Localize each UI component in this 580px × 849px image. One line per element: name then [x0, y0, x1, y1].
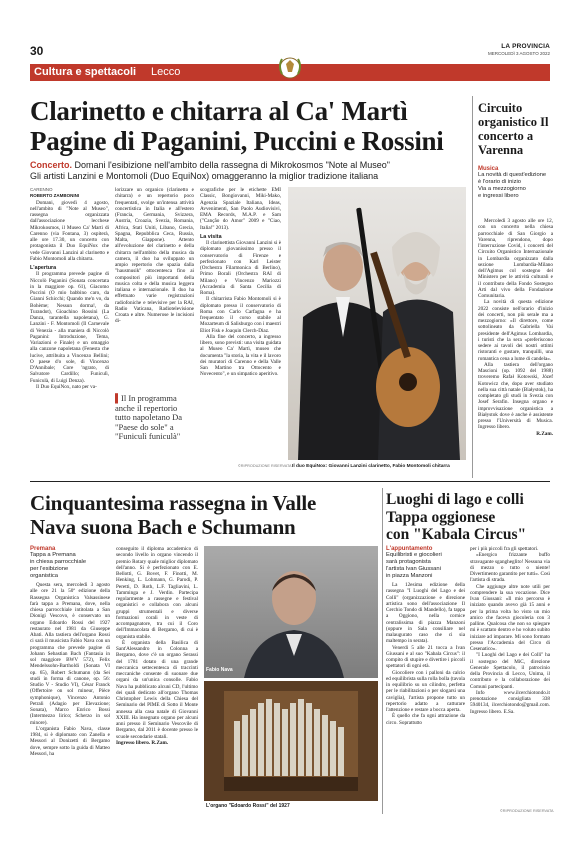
article2-intro-line: in chiesa parrocchiale [30, 559, 87, 565]
main-summary-line1: Domani l'esibizione nell'ambito della rassegna di Mikrokosmos "Note al Museo" [74, 160, 391, 170]
sidebar-paragraph: La novità di questa edizione 2022 consiste nell'orario d'inizio dei concerti, non più serale ma a mezzogiorno: «Il direttore, come sottolineato da Gabriella Vai presidente dell'Agimus Lombardia, i turisti che la sera «preferiscono sedere ai tavoli dei nostri ottimi ristoranti e gustare, tranquilli, una romantica cena a lume di candela». [478, 299, 553, 362]
section-bar [30, 64, 550, 81]
article2-intro-line: organistica [30, 573, 59, 579]
main-paragraph: lorizzare un organico (clarinetto e chitarra) e un repertorio poco frequentati, svolge un'intensa attività concertistica in Italia e all'estero (Francia, Germania, Svizzera, Austria, Croazia, Svezia, Romania, Africa, Stati Uniti, Libano, Grecia, Spagna, Repubblica Ceca, Russia, Malta, Giappone). Attento all'evoluzione del clarinetto e della chitarra nell'ambito della musica da camera, il duo ha sviluppato un ampio repertorio che spazia dalla "hausmusik" ottocentesca fino ai compositori più importanti della musica colta e della musica leggera italiana e internazionale. Il duo ha effettuato varie registrazioni radiofoniche e televisive per la RAI, Radio Vaticana, Radiotelevisione Croata e altre. Numerose le incisioni di- [115, 187, 194, 325]
sidebar-signature: R.Zam. [536, 430, 553, 437]
article3-intro-line: in piazza Manzoni [386, 573, 433, 579]
main-column-3 [200, 187, 281, 464]
article3-paragraph: per i più piccoli fra gli spettatori. [470, 546, 539, 552]
fabio-nava-photo [204, 546, 378, 678]
main-paragraph: scografiche per le etichette EMI Classic, Bongiovanni, Miki-Mako, Agenzia Spaziale Italiana, Ideas, Avvenimenti, San Paolo Audiovisivi, EMA Records, M.A.P. e Sam ("Canção do Amor" 2009 e "Ciao, Italia!" 2013). [200, 187, 281, 231]
sidebar-body [478, 218, 553, 472]
pull-quote-text: Il In programma anche il repertorio tutto napoletano Da "Paese do sole" a "Funiculì funiculà" [115, 393, 183, 441]
article2-intro-line: per l'esibizione [30, 566, 69, 572]
article3-paragraph: Che aggiunge altre note utili per comprendere la sua vocazione. Dice Ivan Giussani: «Il mio percorso è iniziato quando avevo già 15 anni e per la prima volta ho visto un mio amico che faceva giocoleria con 3 palline. Qualcosa che non so spiegare mi è scattato dentro e ho voluto subito iniziare ad imparare. Mi sono formato presso l'Accademia del Circo di Cesenatico». [470, 583, 550, 652]
article3-paragraph: È quello che fa ogni attrazione da circo. Soprattutto [386, 713, 465, 726]
article3-title-line1: Luoghi di lago e colli [386, 491, 524, 508]
main-paragraph: Il programma prevede pagine di Niccolò Paganini (Sonata concertata in la maggiore op. 61), Giacomo Puccini (O mio babbino caro, da Gianni Schicchi; Quando me'n vo, da Bohème; Nessun dorma!, da Turandot), Gioachino Rossini (La Danza, tarantella napoletana), G. Lanzini - F. Montomoli (Il Carnevale di Venezia - alla maniera di Niccolò Paganini: Introduzione, Tema, Variazioni e Finale) e un omaggio alla canzone napoletana (Fenesta che lucive, attribuita a Vincenzo Bellini; O paese d'o sole, di Vincenzo D'Annibale; Core 'ngrato, di Salvatore Cardillo; Funiculì, Funiculà, di Luigi Denza). [30, 271, 109, 384]
article2-paragraph: Questa sera, mercoledì 3 agosto alle ore 21 la 50ª edizione della Rassegna Organistica Valsassinese farà tappa a Premana, dove, nella chiesa parrocchiale intitolata a San Dionigi Vescovo, è conservato un organo Edoardo Rossi del 1927 restaurato nel 1981 da Giuseppe Abati. Alla tastiera dell'organo Rossi ci sarà il musicista Fabio Nava con un programma che prevede pagine di Johann Sebastian Bach (Fantasia in sol maggiore BWV 572), Felix Mendelssohn-Bartholdi (Sonata VI op. 65), Robert Schumann (da Sei studi in forma di canone, op. 56: Studio V - Studio VI), César Franck (Offertoire on sol mineur, Pièce symphonique), Vincenzo Antonio Petrali (Adagio per Elevazione; Sonata), Marco Enrico Bossi (Intermezzo lirico; Scherzo in sol minore). [30, 582, 110, 726]
sidebar-paragraph: Alla tastiera dell'organo Mascioni (op. 1092 del 1988) troveremo Rafał Kotowski, Józef Kotowicz che, dopo aver studiato nella sua città natale (Białystok), ha completato gli studi in Svezia con Josef Serafin. Insegna organo e improvvisazione organistica a Białystok dove è anche è assistente presso l'Università di Musica. Ingresso libero. [478, 361, 553, 431]
article2-column-2 [116, 546, 198, 814]
article2-title-line2: Nava suona Bach e Schumann [30, 515, 296, 539]
article2-intro [30, 546, 100, 580]
article3-paragraph: Venerdì 5 alle 21 tocca a Ivan Giussani e al suo "Kabala Circus": il compito di stupire e divertire i piccoli spettatori di ogni età. [386, 644, 465, 670]
duo-photo [288, 187, 466, 460]
section-city: Lecco [151, 66, 181, 78]
sidebar-paragraph: Mercoledì 3 agosto alle ore 12, con un concerto nella chiesa parrocchiale di San Giorgio a Varenna, riprendono, dopo l'interruzione Covid, i concerti del Circuito Organistico Internazionale in Lombardia organizzato dalla sezione Lombardia-Milano dell'Agimus col sostegno del Ministero per le attività culturali e il contributo della Fondo Sostegno Arti dal vivo della Fondazione Comunitaria. [478, 218, 553, 299]
main-column-1 [30, 187, 109, 477]
article-separator [30, 481, 550, 482]
issue-date: MERCOLEDÌ 3 AGOSTO 2022 [488, 51, 550, 56]
pull-quote-marker-icon: ▌ [115, 393, 122, 403]
laurel-logo-icon [266, 54, 314, 80]
article3-copyright: ©RIPRODUZIONE RISERVATA [500, 809, 554, 813]
sidebar-intro-line: e ingressi libero [478, 193, 519, 199]
article2-title-line1: Cinquantesima rassegna in Valle [30, 491, 317, 515]
article3-intro-line: sarà protagonista [386, 559, 431, 565]
article3-intro-line: Equilibristi e giocolieri [386, 552, 442, 558]
fabio-nava-caption: Fabio Nava [206, 667, 233, 673]
main-title-line2: Pagine di Paganini, Puccini e Rossini [30, 126, 444, 156]
main-title [30, 96, 470, 156]
article3-intro [386, 546, 464, 580]
article2-intro-line: Tappa a Premana [30, 552, 76, 558]
main-paragraph: Domani, giovedì 4 agosto, nell'ambito di "Note al Museo", rassegna organizzata dall'associazione lecchese Mikrokosmos, il Museo Ca' Martì di Carenno (via Fontana, 3) ospiterà, alle ore 17.30, un concerto con protagonista il Duo EquiNox che vede Giovanni Lanzini al clarinetto e Fabio Montomoli alla chitarra. [30, 199, 109, 262]
sidebar-intro [478, 166, 553, 200]
article3-title-line3: con "Kabala Circus" [386, 526, 527, 543]
main-summary [30, 160, 470, 182]
organ-illustration [204, 681, 378, 801]
duo-illustration [288, 187, 466, 460]
article3-paragraph: Info www.ilcerchiotondo.it prenotazione consigliata 338 5940134, ilcerchiotondo@gmail.com. Ingresso libero. E.Sa. [470, 689, 550, 715]
article3-paragraph: Giocoliere con i palloni da calcio ed equilibrista sulla rolla bolla (tavola in equilibrio su un cilindro, perfetta per le riabilitazioni o per slogarsi una caviglia), l'artista propone tutto un repertorio adatto a catturare l'attenzione e restare a bocca aperta. [386, 669, 465, 713]
article3-paragraph: "I Luoghi del Lago e dei Colli" ha il sostegno del MiC, direzione Generale Spettacolo, il patrocinio della Provincia di Lecco, Unima, il contributo e la collaborazione dei Comuni partecipanti. [470, 652, 550, 690]
main-column-2 [115, 187, 194, 387]
article3-title-line2: Tappa oggionese [386, 508, 496, 526]
article3-column-1 [386, 582, 465, 814]
main-title-line1: Clarinetto e chitarra al Ca' Martì [30, 96, 408, 126]
article3-title [386, 491, 554, 544]
article2-paragraph: conseguito il diploma accademico di secondo livello in organo vincendo il premio Rotary quale miglior diplomato dell'anno. Si è perfezionato con E. Bellotti, G. Bovet, F. Finotti, M. Henking, L. Lohmann, G. Parodi, P. Peretti, D. Roth, L.F. Tagliavini, L. Tamminga e J. Verdin. Partecipa regolarmente a rassegne e festival organistici e collabora con alcuni gruppi strumentali e diverse formazioni corali in veste di accompagnatore, tra cui il Coro dell'Immacolata di Bergamo, di cui è organista stabile. [116, 546, 198, 640]
article3-paragraph: La 12esima edizione della rassegna "I Luoghi del Lago e dei Colli" (organizzazione e direzione artistica sono dell'associazione Il Cerchio Tondo di Mandello), fa tappa a Oggiono, nella cornice centralissima di piazza Manzoni (oppure in Sala consiliare nel malaugurato caso che ci sia maltempo in serata). [386, 582, 465, 645]
author-byline: ROBERTO ZAMBONINI [30, 193, 80, 199]
article3-column-2 [470, 546, 550, 808]
sidebar-intro-line: è l'orario di inizio [478, 179, 521, 185]
main-kicker: Concerto. [30, 160, 73, 170]
main-subheading: La visita [200, 233, 222, 240]
article2-paragraph: È organista della Basilica di Sant'Alessandro in Colonna a Bergamo, dove c'è un organo Serassi del 1781 dotato di una grande meccanica settecentesca di traccinti meccaniche consente di suonare due organi da un'unica consolle. Fabio Nava ha pubblicato alcuni CD, l'ultimo dei quali dedicato all'organo Thomas Christopher Lewis della Chiesa del Seminario del PIME di Sotto il Monte annessa alla casa natale di Giovanni XXIII. Ha insegnato organo per alcuni anni presso il Seminario Vescovile di Bergamo, dal 2011 è docente presso le scuole secondarie statali. [116, 639, 198, 740]
sidebar-title: Circuito organistico Il concerto a Varenna [478, 101, 549, 157]
main-copyright: ©RIPRODUZIONE RISERVATA [238, 464, 292, 468]
article2-title [30, 491, 380, 539]
page-number: 30 [30, 44, 44, 58]
sidebar-intro-line: La novità di quest'edizione [478, 172, 547, 178]
article3-kicker: L'appuntamento [386, 546, 433, 552]
portrait-illustration [204, 546, 378, 678]
main-subheading: L'apertura [30, 265, 57, 271]
main-paragraph: Il Duo EquiNox, nato per va- [36, 383, 97, 390]
main-paragraph: Alla fine del concerto, a ingresso libero, sono previsti: una visita guidata al Museo Ca' Martì, museo che documenta "la storia, la vita e il lavoro dei muratori di Carenno e della Valle San Martino tra Ottocento e Novecento", e un simpatico aperitivo. [200, 333, 281, 378]
article2-column-1 [30, 582, 110, 814]
article2-kicker: Premana [30, 546, 56, 552]
organ-caption: L'organo "Edoardo Rossi" del 1927 [206, 803, 290, 809]
organ-photo [204, 681, 378, 801]
newspaper-name: LA PROVINCIA [501, 43, 550, 50]
section-name: Cultura e spettacoli [34, 66, 137, 78]
article3-paragraph: «Energico frizzante buffo stravagante sgangheglito! Nessuna via di mezzo o tutto o niente! Divertimento garantito per tutti». Così l'artista di strada. [470, 552, 550, 584]
pull-quote [115, 394, 194, 442]
main-paragraph: Il clarinettista Giovanni Lanzini si è diplomato giovanissimo presso il conservatorio di Firenze e perfezionato con Karl Leister (Orchestra Filarmonica di Berlino), Primo Borali (Orchestra RAI di Milano) e Vincenzo Mariozzi (Accademia di Santa Cecilia di Roma). [200, 240, 281, 296]
article2-signature: Ingresso libero. R.Zam. [116, 739, 169, 746]
article2-paragraph: L'organista Fabio Nava, classe 1984, si è diplomato con Zanella e Messori al Donizetti di Bergamo dove, sempre sotto la guida di Matteo Messori, ha [30, 725, 110, 757]
main-paragraph: Il chitarrista Fabio Montomoli si è diplomato presso il conservatorio di Roma con Carlo Carfagna e ha frequentato il corso stabile al Mozarteum di Salisburgo con i maestri Eliot Fisk e Joaquin Clerch-Diaz. [200, 296, 281, 334]
article3-intro-line: l'artista Ivan Giussani [386, 566, 441, 572]
column-divider [472, 96, 473, 478]
sidebar-intro-line: Via a mezzogiorno [478, 186, 526, 192]
main-summary-line2: Gli artisti Lanzini e Montomoli (Duo EquiNox) omaggeranno la miglior tradizione italiana [30, 171, 379, 181]
duo-photo-caption: Il duo EquiNox: Giovanni Lanzini clarinetto, Fabio Montomoli chitarra [292, 464, 468, 469]
sidebar-kicker: Musica [478, 166, 499, 172]
column-divider [382, 488, 383, 814]
dateline-location: CARENNO [30, 187, 53, 192]
